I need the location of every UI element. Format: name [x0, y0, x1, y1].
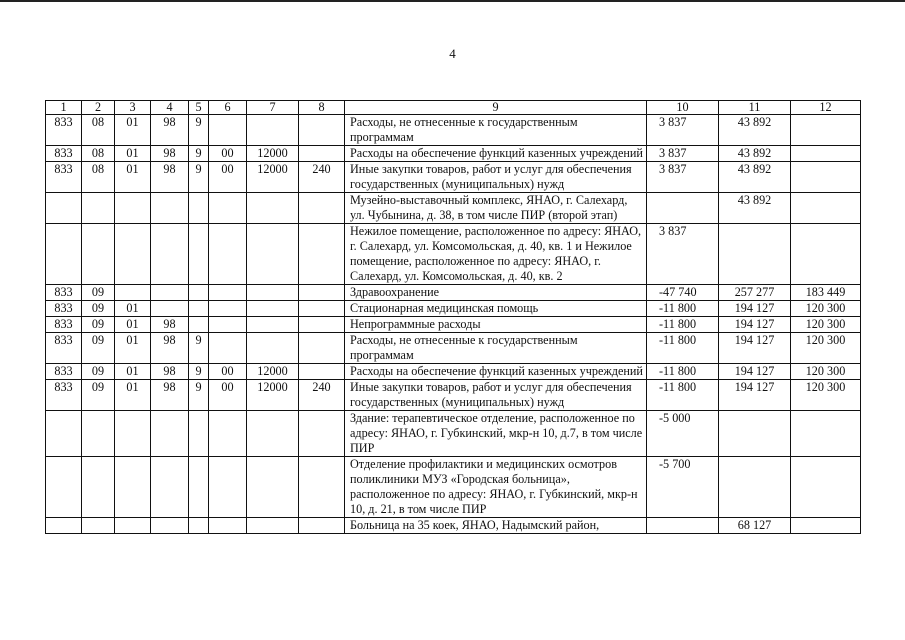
table-cell: [719, 457, 791, 518]
table-cell: [189, 411, 209, 457]
table-cell: [46, 193, 82, 224]
table-cell: [247, 224, 299, 285]
table-cell: [151, 301, 189, 317]
table-cell: [189, 317, 209, 333]
table-cell: -11 800: [647, 317, 719, 333]
table-cell: [299, 146, 345, 162]
header-cell: 3: [115, 101, 151, 115]
table-cell: [189, 224, 209, 285]
table-cell: [82, 457, 115, 518]
row-description: Расходы, не отнесенные к государственным программам: [345, 115, 647, 146]
table-cell: [189, 193, 209, 224]
table-cell: 08: [82, 146, 115, 162]
row-description: Расходы на обеспечение функций казенных учреждений: [345, 146, 647, 162]
table-cell: 98: [151, 333, 189, 364]
table-cell: 194 127: [719, 364, 791, 380]
table-cell: [791, 518, 861, 534]
table-cell: 01: [115, 333, 151, 364]
table-cell: [209, 518, 247, 534]
table-cell: 12000: [247, 162, 299, 193]
header-cell: 1: [46, 101, 82, 115]
table-cell: 3 837: [647, 162, 719, 193]
table-cell: [299, 285, 345, 301]
header-cell: 8: [299, 101, 345, 115]
table-row: [46, 224, 861, 285]
table-cell: 00: [209, 162, 247, 193]
table-cell: 194 127: [719, 380, 791, 411]
table-row: [46, 115, 861, 146]
table-cell: [209, 285, 247, 301]
table-cell: [82, 193, 115, 224]
table-cell: -11 800: [647, 333, 719, 364]
table-cell: 01: [115, 146, 151, 162]
table-cell: [46, 518, 82, 534]
header-cell: 2: [82, 101, 115, 115]
table-cell: 12000: [247, 364, 299, 380]
table-cell: [299, 193, 345, 224]
table-cell: 68 127: [719, 518, 791, 534]
table-cell: 9: [189, 115, 209, 146]
table-cell: [209, 411, 247, 457]
table-cell: [791, 411, 861, 457]
row-description: Нежилое помещение, расположенное по адресу: ЯНАО, г. Салехард, ул. Комсомольская, д. 40, кв. 1 и Нежилое помещение, расположенное по адресу: ЯНАО, г. Салехард, ул. Комсомольская, д. 40, кв. 2: [345, 224, 647, 285]
table-cell: [115, 518, 151, 534]
table-cell: [299, 301, 345, 317]
table-cell: [647, 193, 719, 224]
table-cell: 3 837: [647, 146, 719, 162]
table-cell: 09: [82, 301, 115, 317]
table-cell: [209, 193, 247, 224]
table-cell: [115, 285, 151, 301]
table-cell: 43 892: [719, 193, 791, 224]
table-cell: 240: [299, 162, 345, 193]
row-description: Стационарная медицинская помощь: [345, 301, 647, 317]
table-cell: 833: [46, 301, 82, 317]
table-cell: [791, 162, 861, 193]
table-cell: -11 800: [647, 380, 719, 411]
table-cell: [299, 364, 345, 380]
header-cell: 11: [719, 101, 791, 115]
table-cell: 09: [82, 317, 115, 333]
table-cell: 257 277: [719, 285, 791, 301]
table-cell: -11 800: [647, 364, 719, 380]
table-cell: [299, 333, 345, 364]
header-row: [46, 101, 861, 115]
table-cell: [46, 224, 82, 285]
table-cell: 9: [189, 162, 209, 193]
table-cell: [791, 224, 861, 285]
table-cell: 43 892: [719, 162, 791, 193]
row-description: Расходы, не отнесенные к государственным программам: [345, 333, 647, 364]
table-cell: 09: [82, 380, 115, 411]
table-cell: [82, 411, 115, 457]
table-cell: 9: [189, 380, 209, 411]
table-cell: [247, 317, 299, 333]
table-cell: 3 837: [647, 224, 719, 285]
table-cell: 09: [82, 285, 115, 301]
table-cell: [247, 285, 299, 301]
table-cell: [299, 411, 345, 457]
row-description: Здание: терапевтическое отделение, расположенное по адресу: ЯНАО, г. Губкинский, мкр-н 10, д.7, в том числе ПИР: [345, 411, 647, 457]
row-description: Расходы на обеспечение функций казенных учреждений: [345, 364, 647, 380]
table-cell: [189, 457, 209, 518]
table-cell: 833: [46, 333, 82, 364]
table-cell: 833: [46, 317, 82, 333]
budget-table: [45, 100, 861, 534]
table-cell: [115, 193, 151, 224]
table-cell: [209, 457, 247, 518]
table-cell: [247, 518, 299, 534]
table-cell: [82, 224, 115, 285]
table-cell: [151, 224, 189, 285]
table-cell: [719, 224, 791, 285]
table-cell: [247, 333, 299, 364]
table-cell: [151, 518, 189, 534]
table-cell: [151, 457, 189, 518]
table-cell: 833: [46, 146, 82, 162]
table-cell: [115, 224, 151, 285]
table-cell: 833: [46, 364, 82, 380]
table-cell: [115, 411, 151, 457]
table-cell: [151, 411, 189, 457]
table-row: [46, 193, 861, 224]
table-cell: [247, 301, 299, 317]
table-row: [46, 285, 861, 301]
table-cell: -5 000: [647, 411, 719, 457]
table-cell: [299, 317, 345, 333]
table-body: [46, 101, 861, 534]
row-description: Музейно-выставочный комплекс, ЯНАО, г. Салехард, ул. Чубынина, д. 38, в том числе ПИР (второй этап): [345, 193, 647, 224]
table-cell: 833: [46, 162, 82, 193]
table-cell: 833: [46, 285, 82, 301]
table-cell: 98: [151, 364, 189, 380]
table-cell: 98: [151, 380, 189, 411]
row-description: Иные закупки товаров, работ и услуг для обеспечения государственных (муниципальных) нужд: [345, 162, 647, 193]
table-cell: 08: [82, 115, 115, 146]
table-cell: 12000: [247, 146, 299, 162]
table-cell: 01: [115, 364, 151, 380]
table-cell: 120 300: [791, 364, 861, 380]
table-cell: 194 127: [719, 301, 791, 317]
row-description: Иные закупки товаров, работ и услуг для обеспечения государственных (муниципальных) нужд: [345, 380, 647, 411]
table-cell: 120 300: [791, 317, 861, 333]
top-border-line: [0, 0, 905, 2]
table-cell: [209, 317, 247, 333]
row-description: Непрограммные расходы: [345, 317, 647, 333]
table-cell: 98: [151, 317, 189, 333]
table-cell: 98: [151, 162, 189, 193]
table-cell: [151, 285, 189, 301]
header-cell: 6: [209, 101, 247, 115]
table-cell: 183 449: [791, 285, 861, 301]
table-cell: 120 300: [791, 333, 861, 364]
table-cell: [247, 457, 299, 518]
table-cell: 00: [209, 364, 247, 380]
row-description: Больница на 35 коек, ЯНАО, Надымский район,: [345, 518, 647, 534]
table-row: [46, 301, 861, 317]
table-cell: 01: [115, 162, 151, 193]
table-cell: [647, 518, 719, 534]
table-cell: 9: [189, 146, 209, 162]
table-cell: [299, 224, 345, 285]
table-cell: [151, 193, 189, 224]
table-cell: -11 800: [647, 301, 719, 317]
table-cell: [209, 224, 247, 285]
table-cell: [209, 333, 247, 364]
header-cell: 5: [189, 101, 209, 115]
table-cell: [299, 457, 345, 518]
table-cell: [299, 115, 345, 146]
table-row: [46, 162, 861, 193]
table-cell: [791, 457, 861, 518]
table-cell: [189, 285, 209, 301]
table-cell: 120 300: [791, 380, 861, 411]
table-cell: 98: [151, 146, 189, 162]
table-cell: [247, 193, 299, 224]
table-cell: -5 700: [647, 457, 719, 518]
table-cell: 01: [115, 317, 151, 333]
table-cell: [46, 457, 82, 518]
table-cell: [115, 457, 151, 518]
table-cell: [247, 411, 299, 457]
table-cell: 09: [82, 364, 115, 380]
table-cell: 98: [151, 115, 189, 146]
table-cell: 08: [82, 162, 115, 193]
table-row: [46, 364, 861, 380]
table-cell: 00: [209, 380, 247, 411]
table-row: [46, 317, 861, 333]
table-cell: 43 892: [719, 115, 791, 146]
table-cell: [791, 115, 861, 146]
table-cell: [719, 411, 791, 457]
row-description: Здравоохранение: [345, 285, 647, 301]
table-cell: 01: [115, 380, 151, 411]
header-cell: 4: [151, 101, 189, 115]
table-cell: 833: [46, 115, 82, 146]
table-cell: [791, 146, 861, 162]
table-cell: 194 127: [719, 317, 791, 333]
table-row: [46, 411, 861, 457]
table-cell: 240: [299, 380, 345, 411]
table-row: [46, 380, 861, 411]
table-cell: [209, 301, 247, 317]
table-cell: [209, 115, 247, 146]
header-cell: 10: [647, 101, 719, 115]
table-row: [46, 333, 861, 364]
table-cell: 09: [82, 333, 115, 364]
table-cell: 9: [189, 333, 209, 364]
table-cell: 01: [115, 115, 151, 146]
header-cell: 7: [247, 101, 299, 115]
table-row: [46, 146, 861, 162]
table-cell: [82, 518, 115, 534]
table-cell: 833: [46, 380, 82, 411]
table-cell: [791, 193, 861, 224]
table-cell: [299, 518, 345, 534]
table-cell: 12000: [247, 380, 299, 411]
table-row: [46, 518, 861, 534]
table-cell: [247, 115, 299, 146]
table-cell: 00: [209, 146, 247, 162]
table-cell: [189, 518, 209, 534]
table-cell: [189, 301, 209, 317]
table-cell: 3 837: [647, 115, 719, 146]
header-cell: 12: [791, 101, 861, 115]
table-cell: 194 127: [719, 333, 791, 364]
header-cell: 9: [345, 101, 647, 115]
table-cell: -47 740: [647, 285, 719, 301]
table-cell: 01: [115, 301, 151, 317]
page-number: 4: [449, 46, 456, 61]
table-cell: 9: [189, 364, 209, 380]
table-cell: 43 892: [719, 146, 791, 162]
table-row: [46, 457, 861, 518]
table-cell: [46, 411, 82, 457]
table-cell: 120 300: [791, 301, 861, 317]
row-description: Отделение профилактики и медицинских осмотров поликлиники МУЗ «Городская больница», расположенное по адресу: ЯНАО, г. Губкинский, мкр-н 10, д. 21, в том числе ПИР: [345, 457, 647, 518]
